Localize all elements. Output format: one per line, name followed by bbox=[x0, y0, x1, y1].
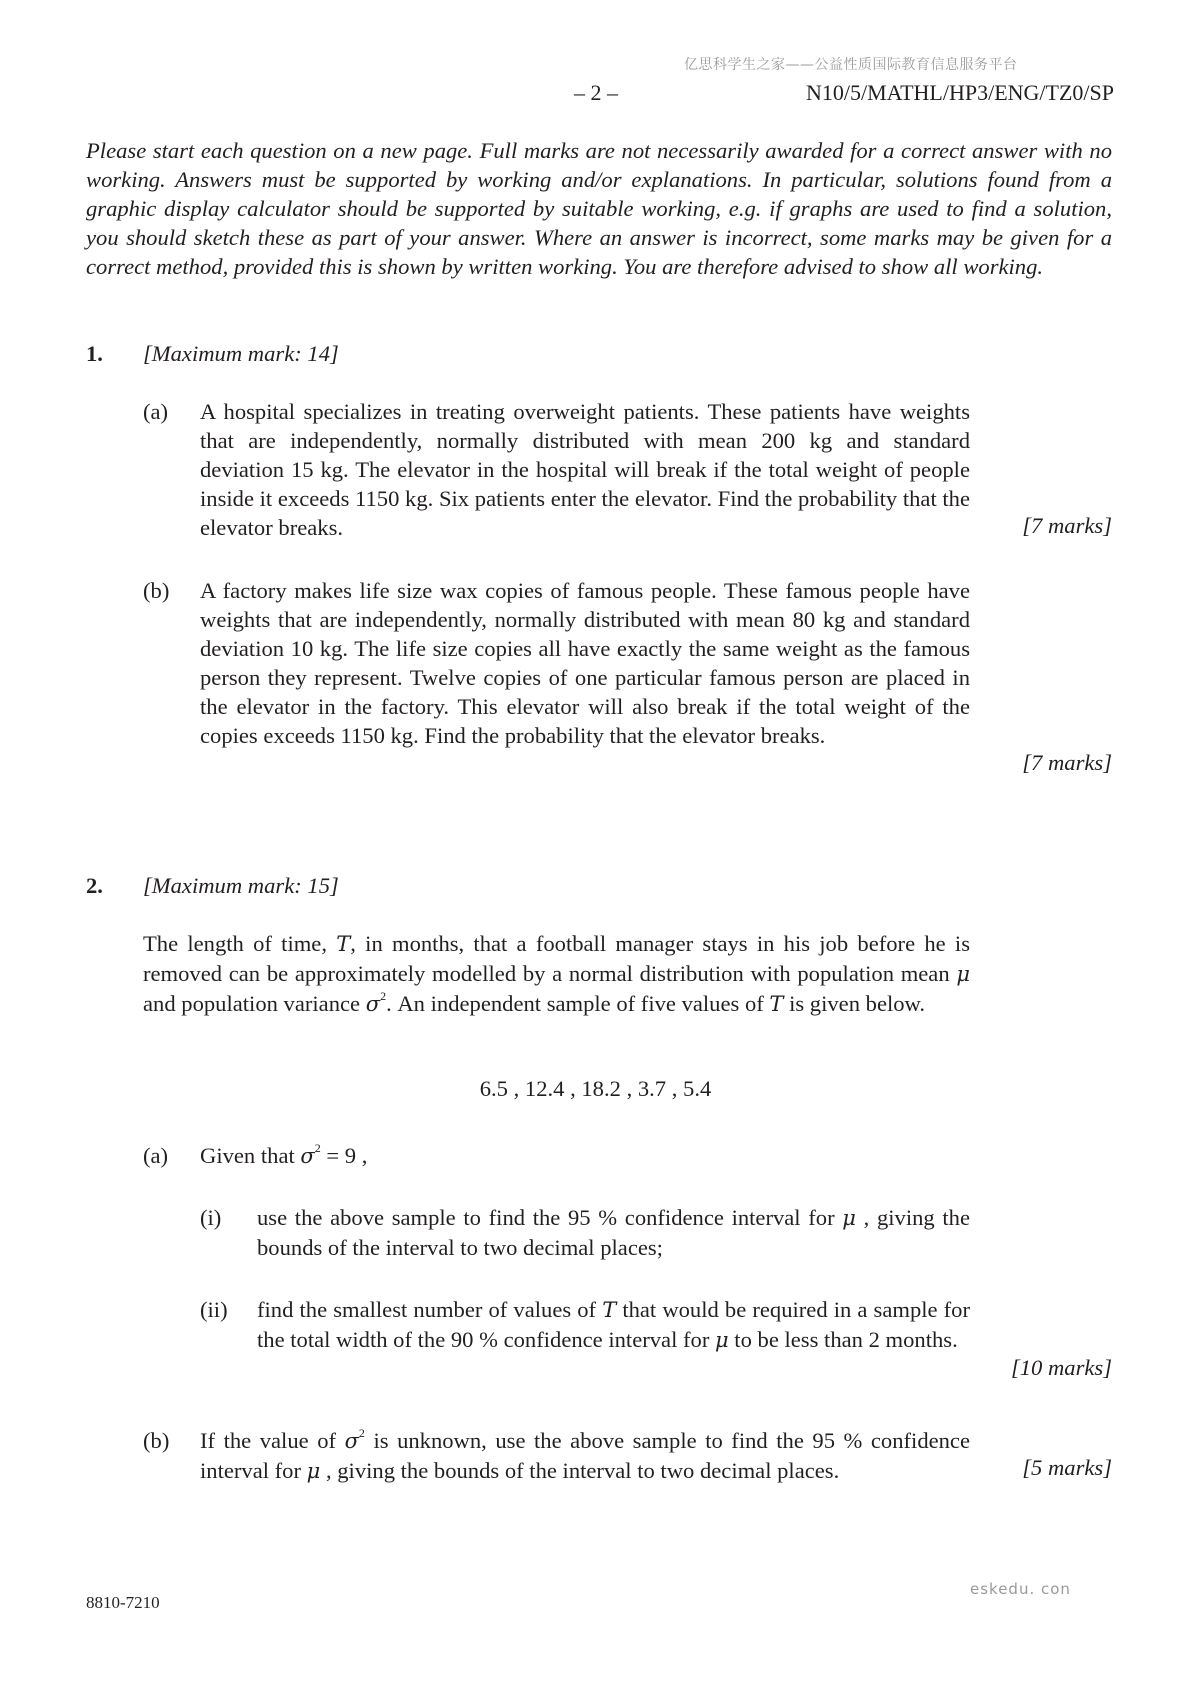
question-text: find the smallest number of values of T that would be required in a sample for the total width of the 90 % confidence interval for μ to be less than 2 months. bbox=[257, 1297, 971, 1352]
subpart-label: (i) bbox=[200, 1205, 222, 1230]
part-label: (a) bbox=[143, 1143, 169, 1168]
page-number: – 2 – bbox=[574, 80, 618, 105]
part-label: (b) bbox=[143, 1428, 170, 1453]
marks-label: [7 marks] bbox=[1022, 750, 1112, 775]
footer-watermark: eskedu. con bbox=[970, 1580, 1071, 1598]
subpart-label: (ii) bbox=[200, 1297, 228, 1322]
marks-label: [10 marks] bbox=[1010, 1355, 1112, 1380]
marks-label: [5 marks] bbox=[1022, 1455, 1112, 1480]
paper-code: N10/5/MATHL/HP3/ENG/TZ0/SP bbox=[805, 80, 1114, 105]
question-text: A hospital specializes in treating overweight patients. These patients have weights that are independently, normally distributed with mean 200 kg and standard deviation 15 kg. The elevator in the hospital will break if the total weight of people inside it exceeds 1150 kg. Six patients enter the elevator. Find the probability that the elevator breaks. bbox=[200, 399, 970, 540]
question-text: A factory makes life size wax copies of famous people. These famous people have weights that are independently, normally distributed with mean 80 kg and standard deviation 10 kg. The life size copies all have exactly the same weight as the famous person they represent. Twelve copies of one particular famous person are placed in the elevator in the factory. This elevator will also break if the total weight of the copies exceeds 1150 kg. Find the probability that the elevator breaks. bbox=[200, 578, 970, 748]
part-label: (a) bbox=[143, 399, 169, 424]
question-number: 2. bbox=[86, 873, 103, 898]
question-text: use the above sample to find the 95 % confidence interval for μ , giving the bounds of the interval to two decimal places; bbox=[257, 1205, 970, 1260]
question-text: The length of time, T, in months, that a football manager stays in his job before he is removed can be approximately modelled by a normal distribution with population mean μ and population variance $\sigma^2$. An independent sample of five values of T is given below. bbox=[143, 931, 971, 1016]
question-text: Given that $\sigma^2 = 9$ , bbox=[200, 1141, 368, 1168]
max-mark: [Maximum mark: 15] bbox=[143, 873, 339, 898]
instructions: Please start each question on a new page. Full marks are not necessarily awarded for a correct answer with no working. Answers must be supported by working and/or explanations. In particular, solutions found from a graphic display calculator should be supported by suitable working, e.g. if graphs are used to find a solution, you should sketch these as part of your answer. Where an answer is incorrect, some marks may be given for a correct method, provided this is shown by written working. You are therefore advised to show all working. bbox=[86, 138, 1112, 279]
part-label: (b) bbox=[143, 578, 170, 603]
question-text: If the value of $\sigma^2$ is unknown, use the above sample to find the 95 % confidence interval for μ , giving the bounds of the interval to two decimal places. bbox=[200, 1426, 970, 1483]
marks-label: [7 marks] bbox=[1022, 513, 1112, 538]
sample-values: 6.5 , 12.4 , 18.2 , 3.7 , 5.4 bbox=[479, 1076, 712, 1101]
header-watermark: 亿思科学生之家——公益性质国际教育信息服务平台 bbox=[684, 57, 1018, 73]
max-mark: [Maximum mark: 14] bbox=[143, 341, 339, 366]
footer-code: 8810-7210 bbox=[86, 1593, 160, 1612]
question-number: 1. bbox=[86, 341, 103, 366]
